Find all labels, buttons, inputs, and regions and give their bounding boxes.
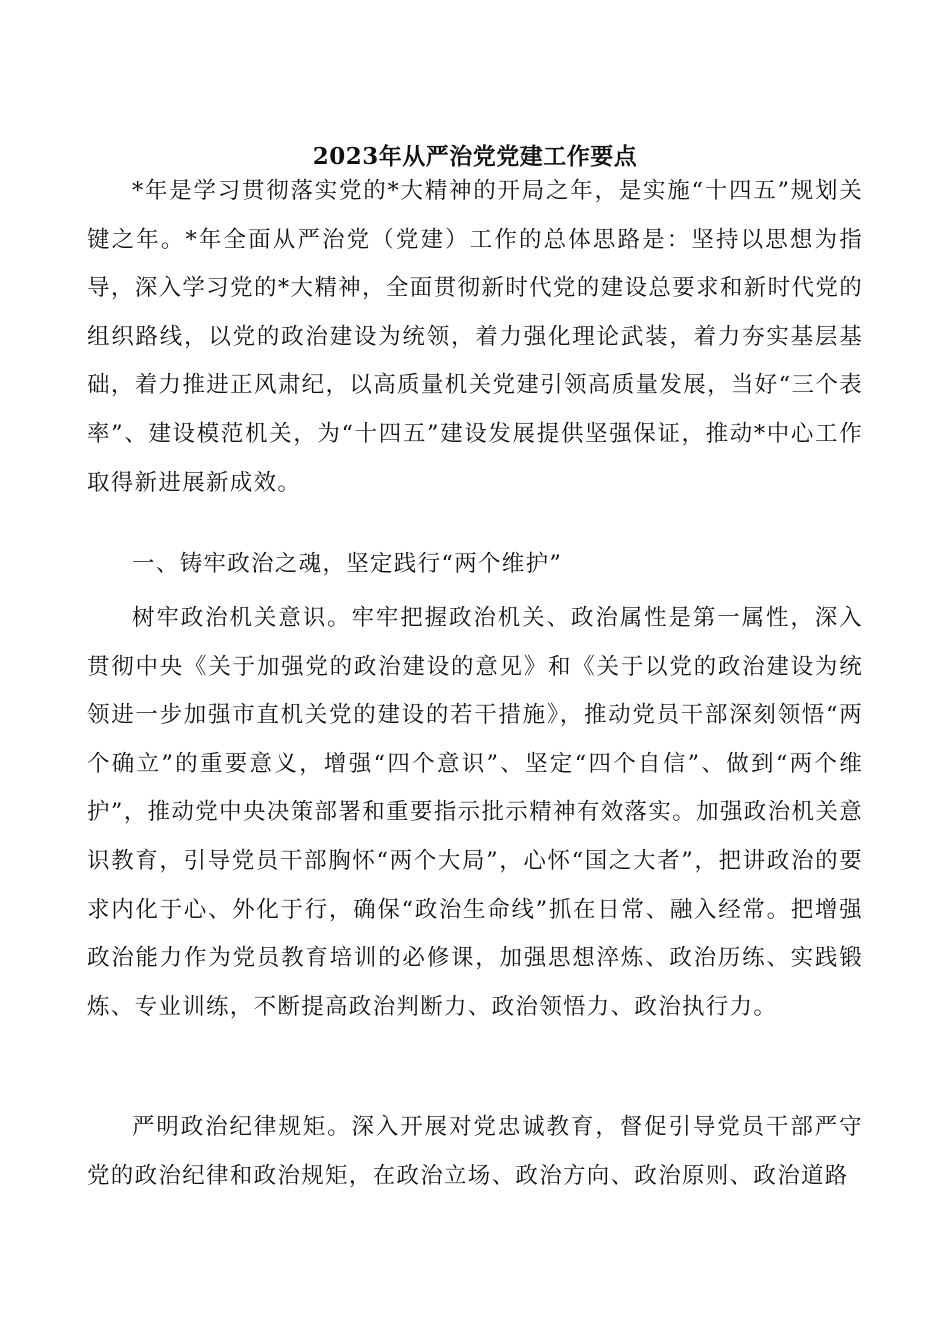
- section-heading-1: 一、铸牢政治之魂，坚定践行“两个维护”: [132, 551, 563, 577]
- body-paragraph-political-discipline: 严明政治纪律规矩。深入开展对党忠诚教育，督促引导党员干部严守党的政治纪律和政治规矩，在政治立场、政治方向、政治原则、政治道路: [87, 1114, 863, 1189]
- intro-paragraph: *年是学习贯彻落实党的*大精神的开局之年，是实施“十四五”规划关键之年。*年全面从严治党（党建）工作的总体思路是：坚持以思想为指导，深入学习党的*大精神，全面贯彻新时代党的建设总要求和新时代党的组织路线，以党的政治建设为统领，着力强化理论武装，着力夯实基层基础，着力推进正风肃纪，以高质量机关党建引领高质量发展，当好“三个表率”、建设模范机关，为“十四五”建设发展提供坚强保证，推动*中心工作取得新进展新成效。: [87, 178, 863, 496]
- body-paragraph-political-awareness: 树牢政治机关意识。牢牢把握政治机关、政治属性是第一属性，深入贯彻中央《关于加强党的政治建设的意见》和《关于以党的政治建设为统领进一步加强市直机关党的建设的若干措施》，推动党员干部深刻领悟“两个确立”的重要意义，增强“四个意识”、坚定“四个自信”、做到“两个维护”，推动党中央决策部署和重要指示批示精神有效落实。加强政治机关意识教育，引导党员干部胸怀“两个大局”，心怀“国之大者”，把讲政治的要求内化于心、外化于行，确保“政治生命线”抓在日常、融入经常。把增强政治能力作为党员教育培训的必修课，加强思想淬炼、政治历练、实践锻炼、专业训练，不断提高政治判断力、政治领悟力、政治执行力。: [87, 605, 863, 1020]
- document-title: 2023年从严治党党建工作要点: [312, 143, 638, 170]
